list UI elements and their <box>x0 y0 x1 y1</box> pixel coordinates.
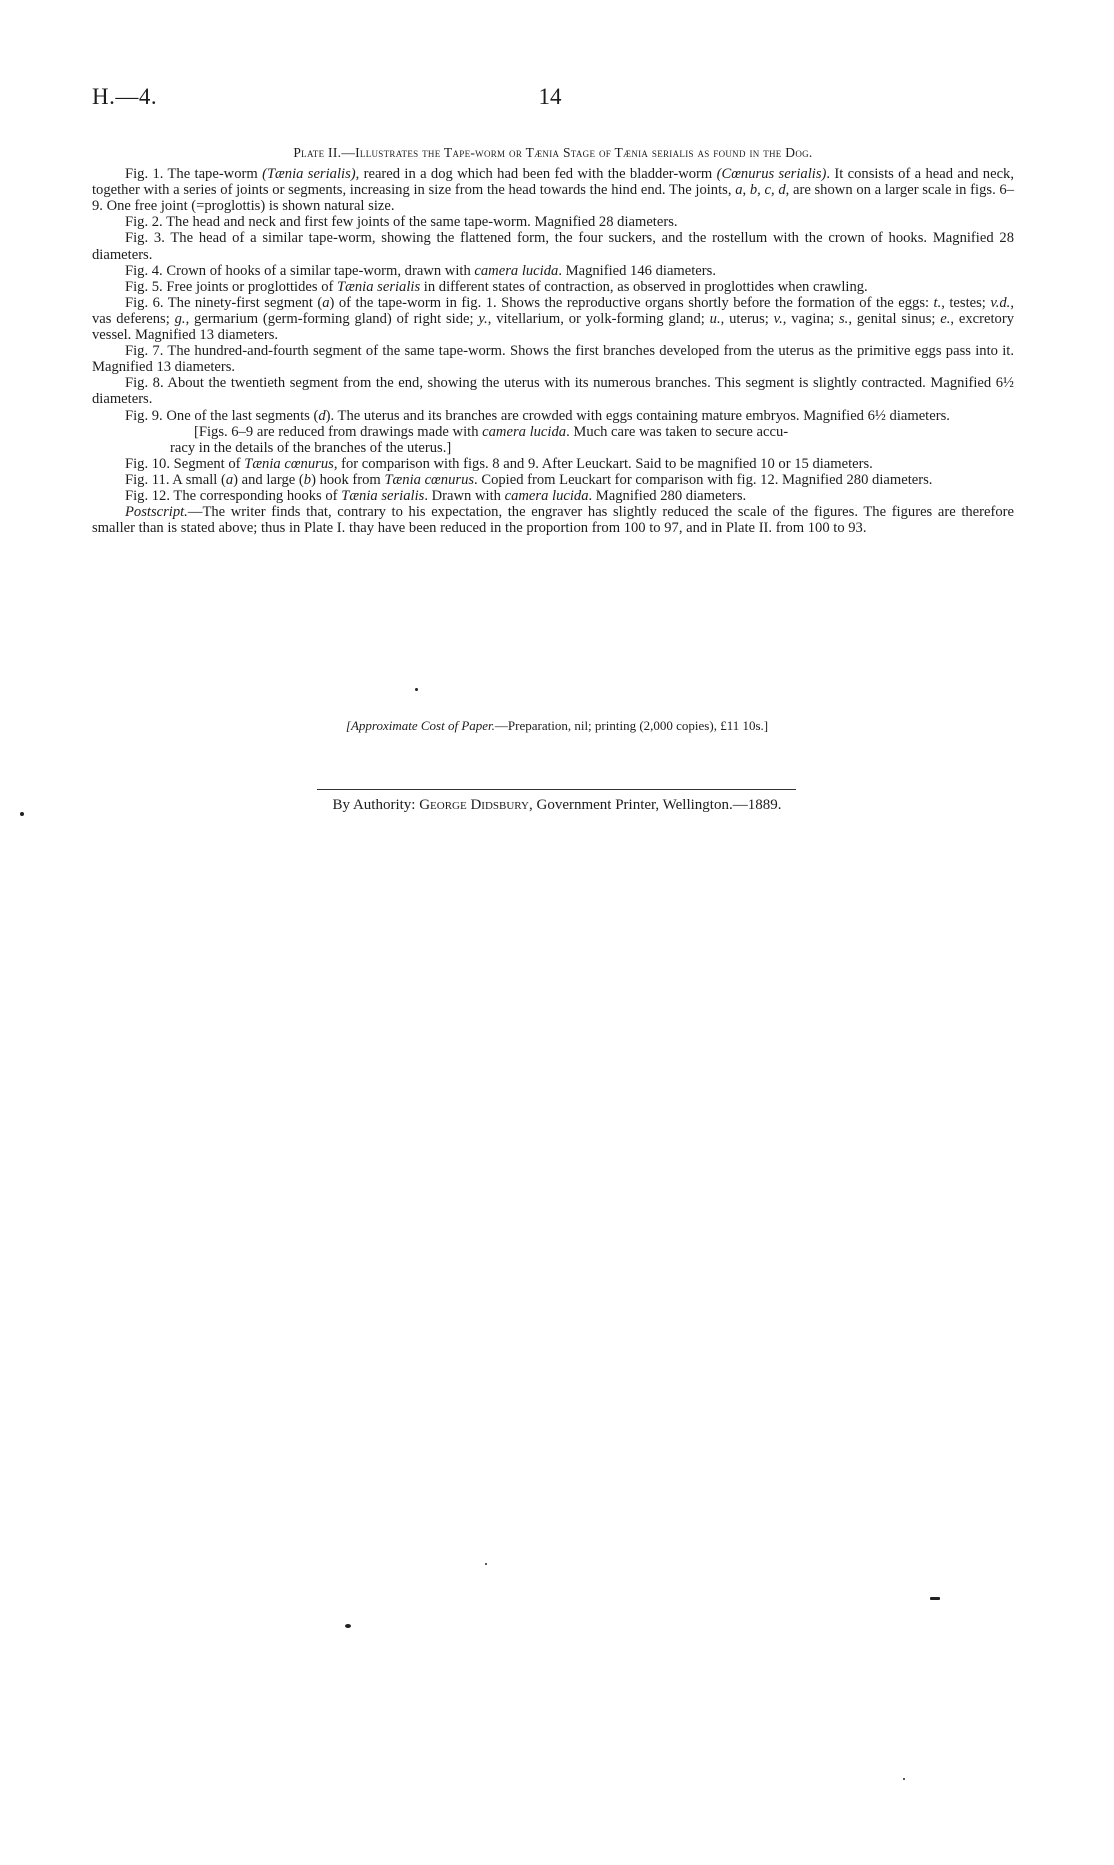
text-run: The head and neck and first few joints of the same tape-worm. Magnified 28 diameters. <box>162 214 678 231</box>
printer-name: George Didsbury <box>419 797 529 813</box>
text-run: , are shown on a larger scale in figs. 6–9. One free joint (=proglottis) is shown natural size. <box>92 182 1015 215</box>
text-run: , uterus; <box>720 310 774 327</box>
text-run: Segment of <box>170 455 245 472</box>
text-run: , vas deferens; <box>92 294 1014 327</box>
print-speck <box>345 1624 351 1628</box>
figure-label: Fig. 6. <box>125 294 164 311</box>
figure-list-continued <box>92 456 1014 504</box>
figure-caption <box>92 230 1014 262</box>
printer-imprint <box>0 797 1114 814</box>
print-speck <box>20 812 24 816</box>
figure-label: Fig. 9. <box>125 407 163 424</box>
print-speck <box>903 1778 905 1780</box>
figure-label: Fig. 8. <box>125 375 164 392</box>
italic-term: a <box>322 294 330 311</box>
text-run: The hundred-and-fourth segment of the same tape-worm. Shows the first branches developed from the uterus as the primitive eggs pass into it. Magnified 13 diameters. <box>92 343 1014 376</box>
text-run: , vagina; <box>782 310 839 327</box>
text-run: . Magnified 146 diameters. <box>558 262 716 279</box>
italic-term: b <box>303 471 312 488</box>
figure-caption <box>92 166 1014 214</box>
italic-term: b <box>749 182 758 199</box>
divider-rule <box>317 789 796 790</box>
figure-caption <box>92 488 1014 504</box>
figure-label: Fig. 11. <box>125 471 170 488</box>
text-run: . Drawn with <box>424 487 505 504</box>
text-run: , <box>770 182 779 199</box>
report-code: H.—4. <box>92 84 158 109</box>
postscript-label: Postscript. <box>125 504 188 521</box>
print-speck <box>485 1563 487 1565</box>
figure-label: Fig. 5. <box>125 278 163 295</box>
italic-term: d <box>778 182 786 199</box>
figure-caption <box>92 343 1014 375</box>
plate-description <box>92 145 1014 536</box>
text-run: The tape-worm <box>163 166 263 183</box>
text-run: . Magnified 280 diameters. <box>588 487 747 504</box>
italic-term: camera lucida <box>482 423 567 440</box>
figure-caption <box>92 408 1014 424</box>
italic-term: a <box>735 182 743 199</box>
figure-caption <box>92 375 1014 407</box>
text-run: , <box>757 182 765 199</box>
italic-term: Tænia cœnurus <box>384 471 475 488</box>
cost-note <box>0 718 1114 734</box>
text-run: The ninety-first segment ( <box>163 294 323 311</box>
italic-term: Tænia serialis <box>341 487 425 504</box>
figure-caption <box>92 279 1014 295</box>
text-run: Crown of hooks of a similar tape-worm, drawn with <box>162 262 475 279</box>
text-run: . Copied from Leuckart for comparison with fig. 12. Magnified 280 diameters. <box>474 471 933 488</box>
italic-term: u. <box>709 310 721 327</box>
figure-label: Fig. 3. <box>125 230 165 247</box>
text-run: The corresponding hooks of <box>170 487 342 504</box>
text-run: About the twentieth segment from the end, showing the uterus with its numerous branches. This segment is slightly contracted. Magnified 6½ diameters. <box>92 375 1014 408</box>
text-run: Free joints or proglottides of <box>162 278 338 295</box>
italic-term: (Cœnurus serialis) <box>716 166 827 183</box>
postscript <box>92 504 1014 536</box>
italic-term: s. <box>839 310 849 327</box>
text-run: , vitellarium, or yolk-forming gland; <box>487 310 710 327</box>
figure-caption <box>92 263 1014 279</box>
print-speck <box>415 688 418 691</box>
italic-term: t. <box>933 294 942 311</box>
text-run: ). The uterus and its branches are crowded with eggs containing mature embryos. Magnified 6½ diameters. <box>325 407 950 424</box>
bracket-note <box>92 424 1014 456</box>
figure-label: Fig. 12. <box>125 487 171 504</box>
italic-term: camera lucida <box>474 262 559 279</box>
italic-term: Tænia serialis <box>337 278 421 295</box>
figure-caption <box>92 472 1014 488</box>
italic-term: v.d. <box>990 294 1011 311</box>
text-run: , testes; <box>941 294 991 311</box>
bracket-note-line1 <box>194 424 788 440</box>
bracket-note-line2: racy in the details of the branches of the uterus.] <box>170 439 452 456</box>
figure-label: Fig. 2. <box>125 214 163 231</box>
figure-caption <box>92 456 1014 472</box>
figure-label: Fig. 10. <box>125 455 171 472</box>
italic-term: camera lucida <box>504 487 589 504</box>
text-run: ) of the tape-worm in fig. 1. Shows the reproductive organs shortly before the formation of the eggs: <box>329 294 934 311</box>
figure-caption <box>92 214 1014 230</box>
text-run: ) and large ( <box>233 471 304 488</box>
postscript-text: —The writer finds that, contrary to his expectation, the engraver has slightly reduced the scale of the figures. The figures are therefore smaller than is stated above; thus in Plate I. thay have been reduced in the proportion from 100 to 97, and in Plate II. from 100 to 93. <box>92 504 1014 537</box>
figure-list <box>92 166 1014 424</box>
text-run: , genital sinus; <box>848 310 941 327</box>
italic-term: y. <box>478 310 488 327</box>
text-run: A small ( <box>169 471 226 488</box>
figure-label: Fig. 7. <box>125 343 164 360</box>
cost-note-label: [Approximate Cost of Paper. <box>345 718 495 733</box>
figure-label: Fig. 1. <box>125 166 164 183</box>
italic-term: (Tænia serialis) <box>262 166 356 183</box>
cost-note-text: —Preparation, nil; printing (2,000 copies), £11 10s.] <box>494 718 769 733</box>
text-run: The head of a similar tape-worm, showing the flattened form, the four suckers, and the rostellum with the crown of hooks. Magnified 28 diameters. <box>92 230 1014 263</box>
italic-term: v. <box>773 310 783 327</box>
text-run: . It consists of a head and neck, together with a series of joints or segments, increasing in size from the head towards the hind end. The joints, <box>92 166 1014 199</box>
print-speck <box>930 1597 940 1600</box>
text-run: ) hook from <box>311 471 385 488</box>
text-run: , excretory vessel. Magnified 13 diameters. <box>92 310 1014 344</box>
italic-term: d <box>318 407 326 424</box>
text-run: in different states of contraction, as observed in proglottides when crawling. <box>420 278 868 295</box>
text-run: . Much care was taken to secure accu- <box>566 423 789 440</box>
italic-term: a <box>225 471 234 488</box>
italic-term: e. <box>940 310 951 327</box>
italic-term: c <box>764 182 771 199</box>
figure-caption <box>92 295 1014 343</box>
text-run: , germarium (germ-forming gland) of right side; <box>185 310 479 327</box>
italic-term: Tænia cœnurus <box>244 455 334 472</box>
text-run: [Figs. 6–9 are reduced from drawings made with <box>194 423 483 440</box>
text-run: , for comparison with figs. 8 and 9. After Leuckart. Said to be magnified 10 or 15 diameters. <box>333 455 873 472</box>
page-number: 14 <box>538 84 562 109</box>
imprint-suffix: , Government Printer, Wellington.—1889. <box>528 797 782 813</box>
text-run: One of the last segments ( <box>162 407 319 424</box>
imprint-prefix: By Authority: <box>332 797 420 813</box>
plate-title: Plate II.—Illustrates the Tape-worm or Tænia Stage of Tænia serialis as found in the Dog. <box>293 145 813 160</box>
figure-label: Fig. 4. <box>125 262 163 279</box>
text-run: , <box>742 182 750 199</box>
text-run: , reared in a dog which had been fed with the bladder-worm <box>355 166 717 183</box>
italic-term: g. <box>174 310 186 327</box>
